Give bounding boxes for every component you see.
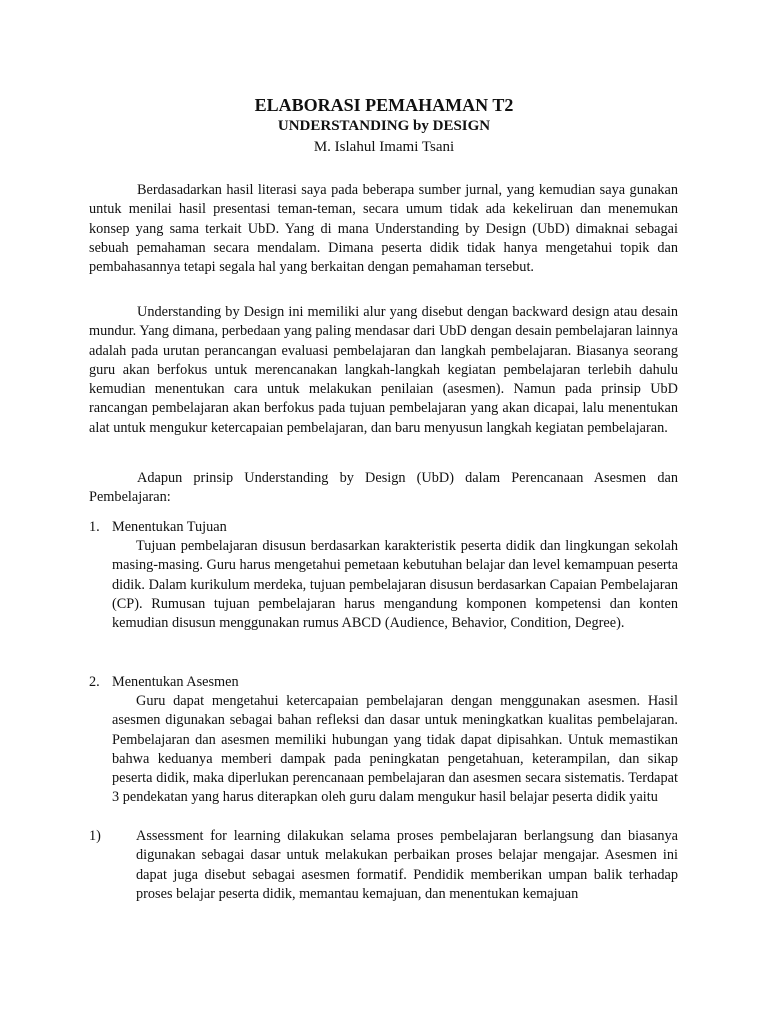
paragraph-text: Adapun prinsip Understanding by Design (UbD) dalam Perencanaan Asesmen dan Pembelajaran: [89, 470, 678, 506]
sublist-number: 1) [89, 828, 101, 844]
document-author: M. Islahul Imami Tsani [313, 139, 455, 155]
paragraph-backward-design [89, 303, 678, 438]
list-number: 1. [89, 519, 100, 535]
paragraph-text: Understanding by Design ini memiliki alur yang disebut dengan backward design atau desain mundur. Yang dimana, perbedaan yang paling mendasar dari UbD dengan desain pembelajaran lainnya adalah pada urutan perancangan evaluasi pembelajaran dan langkah pembelajaran. Biasanya seorang guru akan berfokus untuk merencanakan langkah-langkah kegiatan pembelajaran terlebih dahulu kemudian menentukan cara untuk melakukan penilaian (asesmen). Namun pada prinsip UbD rancangan pembelajaran akan berfokus pada tujuan pembelajaran yang akan dicapai, lalu menentukan alat untuk mengukur ketercapaian pembelajaran, dan baru menyusun langkah kegiatan pembelajaran. [89, 304, 678, 436]
paragraph-text: Berdasadarkan hasil literasi saya pada beberapa sumber jurnal, yang kemudian saya gunakan untuk menilai hasil presentasi teman-teman, secara umum tidak ada kekeliruan dan menemukan konsep yang sama terkait UbD. Yang di mana Understanding by Design (UbD) dimaknai sebagai sebuah pemahaman secara mendalam. Dimana peserta didik tidak hanya mengetahui topik dan pembahasannya tetapi segala hal yang berkaitan dengan pemahaman tersebut. [89, 182, 678, 276]
document-title: ELABORASI PEMAHAMAN T2 [254, 95, 514, 115]
list-number: 2. [89, 674, 100, 690]
sublist-body-text: Assessment for learning dilakukan selama proses pembelajaran berlangsung dan biasanya digunakan sebagai dasar untuk melakukan perbaikan proses belajar mengajar. Asesmen ini dapat juga disebut sebagai asesmen formatif. Pendidik memberikan umpan balik terhadap proses belajar peserta didik, memantau kemajuan, dan menentukan kemajuan [136, 828, 678, 902]
list-heading: Menentukan Asesmen [112, 674, 239, 690]
list-heading: Menentukan Tujuan [112, 519, 227, 535]
list-body-text: Guru dapat mengetahui ketercapaian pembelajaran dengan menggunakan asesmen. Hasil asesmen digunakan sebagai bahan refleksi dan dasar untuk meningkatkan kualitas pembelajaran. Pembelajaran dan asesmen memiliki hubungan yang tidak dapat dipisahkan. Untuk memastikan bahwa keduanya memberi dampak pada peningkatan pengetahuan, keterampilan, dan sikap peserta didik, maka diperlukan perencanaan pembelajaran dan asesmen secara sistematis. Terdapat 3 pendekatan yang harus diterapkan oleh guru dalam mengukur hasil belajar peserta didik yaitu [112, 693, 678, 806]
list-body-text: Tujuan pembelajaran disusun berdasarkan karakteristik peserta didik dan lingkungan sekolah masing-masing. Guru harus mengetahui pemetaan kebutuhan belajar dan level kemampuan peserta didik. Dalam kurikulum merdeka, tujuan pembelajaran disusun berdasarkan Capaian Pembelajaran (CP). Rumusan tujuan pembelajaran harus mengandung komponen kompetensi dan konten kemudian disusun menggunakan rumus ABCD (Audience, Behavior, Condition, Degree). [112, 538, 678, 632]
paragraph-principles-intro [89, 469, 678, 508]
document-subtitle: UNDERSTANDING by DESIGN [277, 118, 491, 134]
paragraph-intro [89, 181, 678, 277]
document-header [0, 94, 768, 158]
